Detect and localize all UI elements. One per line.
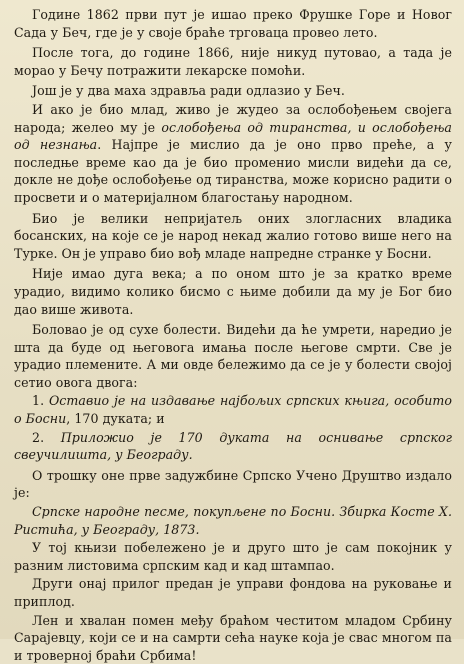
bequest-item-1-emphasis: Оставио је на издавање најбољих српских књига, особито о Босни bbox=[14, 393, 452, 427]
paragraph-printed-articles: У тој књизи побележено је и друго што је сам покојник у разним листовима српским кад и кад штампао. bbox=[14, 540, 452, 573]
publication-title: Српске народне песме, покупљене по Босни. Збирка Косте Х. Ристића, у Београду, 1873. bbox=[14, 504, 452, 537]
bequest-item-2 bbox=[14, 429, 452, 464]
bequest-item-1 bbox=[14, 392, 452, 427]
paragraph-bishops: Био је велики непријатељ оних злогласних владика босанских, на које се је народ некад жалио готово више него на Турке. Он је управо био вођ младе напредне странке у Босни. bbox=[14, 210, 452, 261]
paragraph-liberation bbox=[14, 101, 452, 207]
paragraph-society-publication: О трошку оне прве задужбине Српско Учено Друштво издало је: bbox=[14, 467, 452, 501]
paragraph-second-gift: Други онај прилог предан је управи фондова на руковање и приплод. bbox=[14, 576, 452, 609]
bequest-item-2-emphasis: Приложио је 170 дуката на оснивање српског свеучилишта, у Београду. bbox=[14, 429, 452, 463]
bequest-item-2-number: 2. bbox=[32, 429, 61, 445]
liberation-text-a: И ако је био млад, живо је жудео за ослобођењем својега народа; желео му је bbox=[14, 101, 452, 135]
liberation-emphasis: ослобођења од тиранства, и ослобођења од незнања bbox=[14, 119, 452, 153]
bequest-item-1-amount: , 170 дуката; и bbox=[66, 411, 165, 427]
liberation-text-c: . Најпре је мислио да је оно прво преће, а у последње време као да је био променио мисли видећи да се, докле не дође ослобођење од тиранства, може корисно радити о просвети и о материјалном благостању народном. bbox=[14, 137, 452, 205]
paragraph-travel-1862: Године 1862 први пут је ишао преко Фрушке Горе и Новог Сада у Беч, где је у своје браће трговаца провео лето. bbox=[14, 7, 452, 40]
paragraph-tribute: Лен и хвалан помен међу браћом честитом младом Србину Сарајевцу, који се и на самрти сећа науке која је свас многом па и троверној браћи Србима! bbox=[14, 612, 452, 663]
paragraph-illness: Боловао је од сухе болести. Видећи да ће умрети, наредио је шта да буде од његовога имања после његове смрти. Све је урадио племените. А ми овде бележимо да се је у болести својој сетио овога двога: bbox=[14, 322, 452, 390]
bequest-item-1-number: 1. bbox=[32, 393, 49, 409]
paragraph-vienna-visits: Још је у два маха здравља ради одлазио у Беч. bbox=[32, 83, 345, 99]
paragraph-travel-1866: После тога, до године 1866, није никуд путовао, а тада је морао у Бечу потражити лекарске помоћи. bbox=[14, 45, 452, 78]
paragraph-short-life: Није имао дуга века; а по оном што је за кратко време урадио, видимо колико бисмо с њиме добили да му је Бог био дао више живота. bbox=[14, 266, 452, 317]
